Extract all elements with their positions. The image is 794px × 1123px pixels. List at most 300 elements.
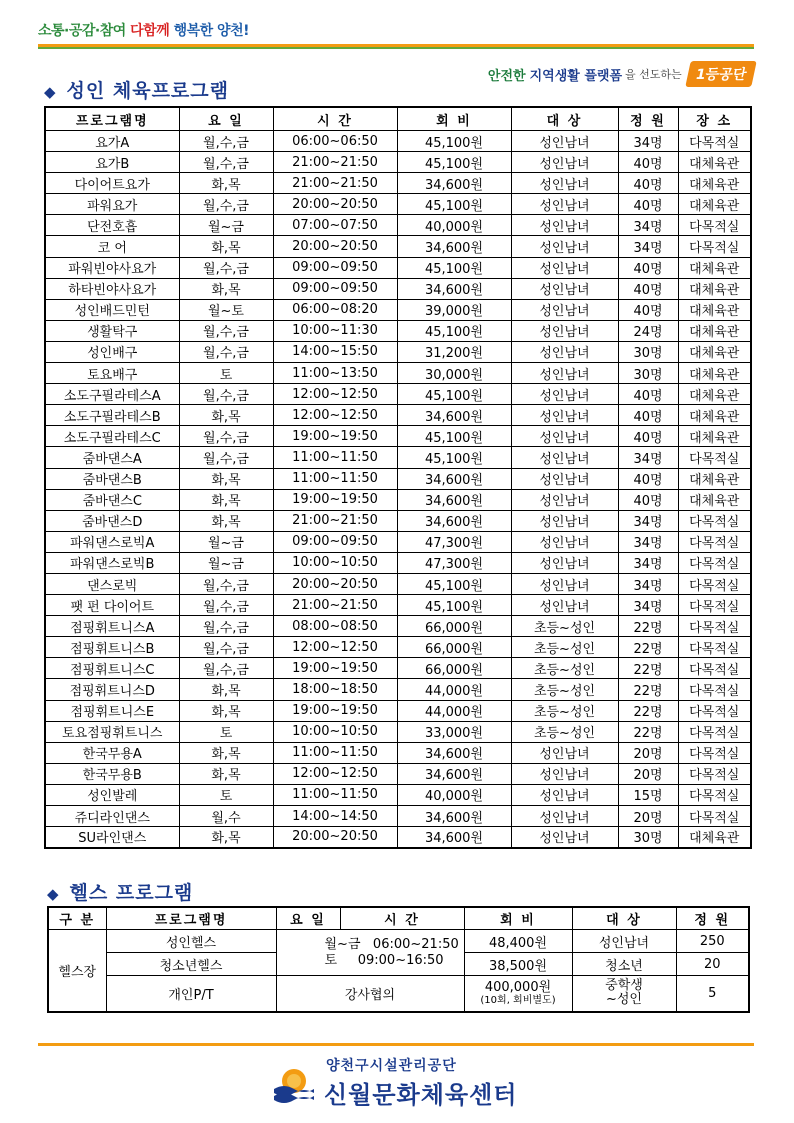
- target-cell: 성인남녀: [511, 595, 618, 616]
- time-cell: 18:00~18:50: [273, 679, 397, 700]
- table-row: [45, 278, 751, 299]
- table-row: [45, 510, 751, 531]
- location-cell: 대체육관: [678, 173, 751, 194]
- fee-cell: 30,000원: [397, 363, 511, 384]
- capacity-cell: 20명: [618, 742, 678, 763]
- program-name-cell: 하타빈야사요가: [45, 278, 179, 299]
- location-cell: 다목적실: [678, 131, 751, 152]
- table-row: [45, 320, 751, 341]
- day-cell: 월,수,금: [179, 194, 273, 215]
- time-cell: 07:00~07:50: [273, 215, 397, 236]
- column-header: 회 비: [464, 907, 572, 930]
- time-cell: 12:00~12:50: [273, 763, 397, 784]
- day-cell: 화,목: [179, 468, 273, 489]
- table-row: [45, 489, 751, 510]
- day-cell: 월,수,금: [179, 320, 273, 341]
- location-cell: 다목적실: [678, 763, 751, 784]
- fee-cell: 34,600원: [397, 278, 511, 299]
- time-cell: 14:00~14:50: [273, 806, 397, 827]
- location-cell: 대체육관: [678, 405, 751, 426]
- day-cell: 화,목: [179, 700, 273, 721]
- health-name-cell: 청소년헬스: [106, 953, 276, 976]
- target-cell: 성인남녀: [511, 341, 618, 362]
- health-program-table: [47, 906, 750, 1013]
- health-capacity-cell: 250: [676, 930, 749, 953]
- program-name-cell: 점핑휘트니스A: [45, 616, 179, 637]
- time-cell: 09:00~09:50: [273, 257, 397, 278]
- location-cell: 다목적실: [678, 742, 751, 763]
- time-cell: 21:00~21:50: [273, 152, 397, 173]
- fee-cell: 45,100원: [397, 573, 511, 594]
- fee-cell: 66,000원: [397, 616, 511, 637]
- program-name-cell: 소도구필라테스A: [45, 384, 179, 405]
- capacity-cell: 22명: [618, 616, 678, 637]
- fee-cell: 31,200원: [397, 341, 511, 362]
- location-cell: 다목적실: [678, 806, 751, 827]
- table-row: [45, 679, 751, 700]
- fee-cell: 40,000원: [397, 215, 511, 236]
- fee-cell: 47,300원: [397, 552, 511, 573]
- slogan-text: [38, 20, 249, 40]
- day-cell: 월,수,금: [179, 616, 273, 637]
- capacity-cell: 40명: [618, 384, 678, 405]
- table-row: [45, 405, 751, 426]
- slogan-part-a: 소통·공감·참여: [38, 23, 126, 39]
- fee-cell: 34,600원: [397, 468, 511, 489]
- day-cell: 월,수,금: [179, 131, 273, 152]
- table-row: [45, 616, 751, 637]
- table-row: [45, 384, 751, 405]
- health-name-cell: 성인헬스: [106, 930, 276, 953]
- capacity-cell: 22명: [618, 679, 678, 700]
- target-cell: 초등~성인: [511, 616, 618, 637]
- fee-cell: 44,000원: [397, 700, 511, 721]
- pt-target-b: ~성인: [605, 992, 642, 1008]
- day-cell: 월,수,금: [179, 341, 273, 362]
- table-header-row: [45, 107, 751, 131]
- capacity-cell: 40명: [618, 299, 678, 320]
- capacity-cell: 34명: [618, 531, 678, 552]
- column-header: 시 간: [340, 907, 464, 930]
- section-title-adult: [44, 76, 229, 103]
- capacity-cell: 40명: [618, 278, 678, 299]
- target-cell: 초등~성인: [511, 658, 618, 679]
- capacity-cell: 40명: [618, 426, 678, 447]
- location-cell: 다목적실: [678, 679, 751, 700]
- time-cell: 06:00~06:50: [273, 131, 397, 152]
- table-row: [45, 447, 751, 468]
- day-cell: 월~금: [179, 552, 273, 573]
- schedule-time-weekday: 06:00~21:50: [372, 936, 459, 952]
- day-cell: 월,수: [179, 806, 273, 827]
- table-row: [45, 721, 751, 742]
- fee-cell: 34,600원: [397, 763, 511, 784]
- table-row: [45, 700, 751, 721]
- table-row: [45, 299, 751, 320]
- program-name-cell: 성인배드민턴: [45, 299, 179, 320]
- fee-cell: 45,100원: [397, 194, 511, 215]
- time-cell: 14:00~15:50: [273, 341, 397, 362]
- day-cell: 월,수,금: [179, 384, 273, 405]
- day-cell: 화,목: [179, 236, 273, 257]
- time-cell: 20:00~20:50: [273, 236, 397, 257]
- target-cell: 성인남녀: [511, 552, 618, 573]
- program-name-cell: 소도구필라테스C: [45, 426, 179, 447]
- first-place-badge: 1등공단: [685, 61, 757, 87]
- section-title-health: [47, 878, 193, 905]
- capacity-cell: 24명: [618, 320, 678, 341]
- time-cell: 06:00~08:20: [273, 299, 397, 320]
- table-row: [45, 236, 751, 257]
- location-cell: 다목적실: [678, 531, 751, 552]
- program-name-cell: 점핑휘트니스B: [45, 637, 179, 658]
- target-cell: 성인남녀: [511, 447, 618, 468]
- location-cell: 대체육관: [678, 384, 751, 405]
- target-cell: 성인남녀: [511, 299, 618, 320]
- pt-fee-note: (10회, 회비별도): [480, 994, 556, 1006]
- time-cell: 10:00~11:30: [273, 320, 397, 341]
- location-cell: 다목적실: [678, 215, 751, 236]
- location-cell: 대체육관: [678, 257, 751, 278]
- sun-wave-logo-icon: [272, 1061, 316, 1105]
- program-name-cell: 다이어트요가: [45, 173, 179, 194]
- location-cell: 대체육관: [678, 426, 751, 447]
- location-cell: 대체육관: [678, 827, 751, 848]
- org-name: 양천구시설관리공단: [326, 1058, 457, 1074]
- target-cell: 성인남녀: [511, 827, 618, 848]
- program-name-cell: 생활탁구: [45, 320, 179, 341]
- day-cell: 월,수,금: [179, 637, 273, 658]
- column-header: 회 비: [397, 107, 511, 131]
- location-cell: 다목적실: [678, 236, 751, 257]
- health-fee-cell: 38,500원: [464, 953, 572, 976]
- fee-cell: 45,100원: [397, 384, 511, 405]
- time-cell: 21:00~21:50: [273, 173, 397, 194]
- target-cell: 초등~성인: [511, 700, 618, 721]
- target-cell: 성인남녀: [511, 236, 618, 257]
- location-cell: 대체육관: [678, 489, 751, 510]
- program-name-cell: SU라인댄스: [45, 827, 179, 848]
- capacity-cell: 34명: [618, 510, 678, 531]
- target-cell: 성인남녀: [511, 573, 618, 594]
- location-cell: 대체육관: [678, 468, 751, 489]
- tagline-part-b: 지역생활 플랫폼: [529, 68, 623, 84]
- header-slogan: [38, 16, 758, 46]
- tagline-part-a: 안전한: [487, 68, 526, 84]
- time-cell: 08:00~08:50: [273, 616, 397, 637]
- target-cell: 성인남녀: [511, 173, 618, 194]
- target-cell: 성인남녀: [511, 806, 618, 827]
- day-cell: 화,목: [179, 510, 273, 531]
- program-name-cell: 댄스로빅: [45, 573, 179, 594]
- tagline: [488, 60, 754, 88]
- day-cell: 화,목: [179, 489, 273, 510]
- fee-cell: 34,600원: [397, 806, 511, 827]
- health-category-cell: 헬스장: [48, 930, 106, 1012]
- capacity-cell: 40명: [618, 173, 678, 194]
- target-cell: 성인남녀: [511, 152, 618, 173]
- column-header: 요 일: [179, 107, 273, 131]
- column-header: 시 간: [273, 107, 397, 131]
- table-header-row: [48, 907, 749, 930]
- day-cell: 토: [179, 363, 273, 384]
- time-cell: 20:00~20:50: [273, 194, 397, 215]
- target-cell: 성인남녀: [511, 278, 618, 299]
- fee-cell: 34,600원: [397, 489, 511, 510]
- footer-logo: [272, 1055, 532, 1110]
- target-cell: 성인남녀: [511, 363, 618, 384]
- capacity-cell: 30명: [618, 341, 678, 362]
- schedule-day-saturday: 토: [324, 952, 338, 968]
- fee-cell: 45,100원: [397, 447, 511, 468]
- program-name-cell: 단전호흡: [45, 215, 179, 236]
- capacity-cell: 40명: [618, 257, 678, 278]
- capacity-cell: 22명: [618, 721, 678, 742]
- section-title-health-text: 헬스 프로그램: [69, 882, 194, 904]
- location-cell: 대체육관: [678, 363, 751, 384]
- target-cell: 성인남녀: [511, 384, 618, 405]
- time-cell: 12:00~12:50: [273, 405, 397, 426]
- capacity-cell: 34명: [618, 552, 678, 573]
- table-row: [45, 215, 751, 236]
- location-cell: 다목적실: [678, 700, 751, 721]
- target-cell: 성인남녀: [511, 763, 618, 784]
- table-row: [45, 363, 751, 384]
- program-name-cell: 코 어: [45, 236, 179, 257]
- program-name-cell: 파워빈야사요가: [45, 257, 179, 278]
- location-cell: 다목적실: [678, 616, 751, 637]
- location-cell: 대체육관: [678, 299, 751, 320]
- location-cell: 다목적실: [678, 721, 751, 742]
- day-cell: 월~토: [179, 299, 273, 320]
- column-header: 프로그램명: [106, 907, 276, 930]
- time-cell: 09:00~09:50: [273, 278, 397, 299]
- fee-cell: 47,300원: [397, 531, 511, 552]
- location-cell: 다목적실: [678, 784, 751, 805]
- target-cell: 초등~성인: [511, 679, 618, 700]
- health-name-cell: 개인P/T: [106, 976, 276, 1012]
- pt-fee: 400,000원: [484, 979, 552, 995]
- health-fee-cell: 48,400원: [464, 930, 572, 953]
- day-cell: 화,목: [179, 763, 273, 784]
- capacity-cell: 22명: [618, 658, 678, 679]
- column-header: 프로그램명: [45, 107, 179, 131]
- capacity-cell: 30명: [618, 363, 678, 384]
- column-header: 대 상: [572, 907, 676, 930]
- fee-cell: 44,000원: [397, 679, 511, 700]
- time-cell: 11:00~11:50: [273, 784, 397, 805]
- day-cell: 토: [179, 721, 273, 742]
- program-name-cell: 한국무용A: [45, 742, 179, 763]
- location-cell: 다목적실: [678, 658, 751, 679]
- target-cell: 성인남녀: [511, 784, 618, 805]
- program-name-cell: 줌바댄스C: [45, 489, 179, 510]
- target-cell: 성인남녀: [511, 426, 618, 447]
- fee-cell: 45,100원: [397, 320, 511, 341]
- day-cell: 월~금: [179, 531, 273, 552]
- fee-cell: 45,100원: [397, 257, 511, 278]
- target-cell: 성인남녀: [511, 405, 618, 426]
- capacity-cell: 20명: [618, 806, 678, 827]
- time-cell: 21:00~21:50: [273, 510, 397, 531]
- location-cell: 다목적실: [678, 595, 751, 616]
- time-cell: 20:00~20:50: [273, 573, 397, 594]
- fee-cell: 34,600원: [397, 405, 511, 426]
- fee-cell: 45,100원: [397, 131, 511, 152]
- table-row: [45, 827, 751, 848]
- column-header: 요 일: [276, 907, 340, 930]
- table-row: [45, 131, 751, 152]
- fee-cell: 45,100원: [397, 426, 511, 447]
- fee-cell: 34,600원: [397, 236, 511, 257]
- table-row: [45, 152, 751, 173]
- day-cell: 화,목: [179, 742, 273, 763]
- program-name-cell: 토요배구: [45, 363, 179, 384]
- program-name-cell: 요가B: [45, 152, 179, 173]
- capacity-cell: 40명: [618, 194, 678, 215]
- capacity-cell: 30명: [618, 827, 678, 848]
- table-row: [45, 784, 751, 805]
- day-cell: 화,목: [179, 405, 273, 426]
- target-cell: 초등~성인: [511, 637, 618, 658]
- fee-cell: 39,000원: [397, 299, 511, 320]
- program-name-cell: 소도구필라테스B: [45, 405, 179, 426]
- program-name-cell: 점핑휘트니스D: [45, 679, 179, 700]
- table-row: [45, 426, 751, 447]
- day-cell: 월,수,금: [179, 447, 273, 468]
- program-name-cell: 점핑휘트니스C: [45, 658, 179, 679]
- diamond-icon: ◆: [47, 885, 60, 903]
- table-row: [45, 173, 751, 194]
- day-cell: 월,수,금: [179, 658, 273, 679]
- day-cell: 월,수,금: [179, 152, 273, 173]
- table-row: [48, 976, 749, 1012]
- program-name-cell: 쥬디라인댄스: [45, 806, 179, 827]
- table-row: [45, 257, 751, 278]
- fee-cell: 45,100원: [397, 595, 511, 616]
- capacity-cell: 40명: [618, 468, 678, 489]
- fee-cell: 34,600원: [397, 510, 511, 531]
- fee-cell: 34,600원: [397, 827, 511, 848]
- fee-cell: 33,000원: [397, 721, 511, 742]
- capacity-cell: 40명: [618, 405, 678, 426]
- capacity-cell: 40명: [618, 489, 678, 510]
- location-cell: 다목적실: [678, 637, 751, 658]
- location-cell: 대체육관: [678, 320, 751, 341]
- time-cell: 19:00~19:50: [273, 658, 397, 679]
- capacity-cell: 22명: [618, 700, 678, 721]
- time-cell: 11:00~11:50: [273, 447, 397, 468]
- center-name: 신월문화체육센터: [324, 1081, 518, 1109]
- program-name-cell: 파워요가: [45, 194, 179, 215]
- program-name-cell: 줌바댄스D: [45, 510, 179, 531]
- target-cell: 성인남녀: [511, 194, 618, 215]
- tagline-part-c: 을 선도하는: [625, 68, 682, 81]
- table-row: [45, 806, 751, 827]
- target-cell: 성인남녀: [511, 215, 618, 236]
- table-row: [48, 930, 749, 953]
- top-divider-green: [38, 47, 754, 49]
- day-cell: 월,수,금: [179, 573, 273, 594]
- pt-target-a: 중학생: [605, 978, 643, 994]
- location-cell: 다목적실: [678, 510, 751, 531]
- table-row: [45, 742, 751, 763]
- time-cell: 11:00~11:50: [273, 742, 397, 763]
- diamond-icon: ◆: [44, 83, 57, 101]
- slogan-part-c: 행복한 양천!: [173, 23, 249, 39]
- table-row: [45, 341, 751, 362]
- adult-program-body: [45, 131, 751, 848]
- health-target-cell: 청소년: [572, 953, 676, 976]
- program-name-cell: 성인배구: [45, 341, 179, 362]
- table-row: [45, 468, 751, 489]
- day-cell: 월,수,금: [179, 426, 273, 447]
- day-cell: 화,목: [179, 827, 273, 848]
- program-name-cell: 요가A: [45, 131, 179, 152]
- table-row: [45, 595, 751, 616]
- target-cell: 성인남녀: [511, 510, 618, 531]
- time-cell: 09:00~09:50: [273, 531, 397, 552]
- health-fee-cell: [464, 976, 572, 1012]
- program-name-cell: 점핑휘트니스E: [45, 700, 179, 721]
- time-cell: 19:00~19:50: [273, 489, 397, 510]
- fee-cell: 34,600원: [397, 173, 511, 194]
- program-name-cell: 줌바댄스A: [45, 447, 179, 468]
- location-cell: 대체육관: [678, 278, 751, 299]
- fee-cell: 66,000원: [397, 637, 511, 658]
- time-cell: 19:00~19:50: [273, 700, 397, 721]
- day-cell: 토: [179, 784, 273, 805]
- program-name-cell: 토요점핑휘트니스: [45, 721, 179, 742]
- fee-cell: 45,100원: [397, 152, 511, 173]
- capacity-cell: 34명: [618, 447, 678, 468]
- day-cell: 화,목: [179, 278, 273, 299]
- day-cell: 월,수,금: [179, 257, 273, 278]
- column-header: 대 상: [511, 107, 618, 131]
- schedule-time-saturday: 09:00~16:50: [357, 952, 444, 968]
- time-cell: 20:00~20:50: [273, 827, 397, 848]
- table-row: [45, 194, 751, 215]
- location-cell: 대체육관: [678, 194, 751, 215]
- time-cell: 12:00~12:50: [273, 637, 397, 658]
- slogan-part-b: 다함께: [130, 23, 170, 39]
- health-capacity-cell: 5: [676, 976, 749, 1012]
- column-header: 장 소: [678, 107, 751, 131]
- table-row: [45, 552, 751, 573]
- location-cell: 대체육관: [678, 341, 751, 362]
- table-row: [45, 531, 751, 552]
- health-capacity-cell: 20: [676, 953, 749, 976]
- table-row: [45, 637, 751, 658]
- time-cell: 10:00~10:50: [273, 552, 397, 573]
- target-cell: 초등~성인: [511, 721, 618, 742]
- capacity-cell: 20명: [618, 763, 678, 784]
- time-cell: 21:00~21:50: [273, 595, 397, 616]
- fee-cell: 66,000원: [397, 658, 511, 679]
- column-header: 정 원: [676, 907, 749, 930]
- capacity-cell: 34명: [618, 573, 678, 594]
- location-cell: 다목적실: [678, 573, 751, 594]
- program-name-cell: 파워댄스로빅A: [45, 531, 179, 552]
- program-name-cell: 성인발레: [45, 784, 179, 805]
- capacity-cell: 34명: [618, 131, 678, 152]
- column-header: 구 분: [48, 907, 106, 930]
- capacity-cell: 34명: [618, 595, 678, 616]
- program-name-cell: 파워댄스로빅B: [45, 552, 179, 573]
- schedule-day-weekday: 월~금: [324, 936, 361, 952]
- target-cell: 성인남녀: [511, 257, 618, 278]
- fee-cell: 34,600원: [397, 742, 511, 763]
